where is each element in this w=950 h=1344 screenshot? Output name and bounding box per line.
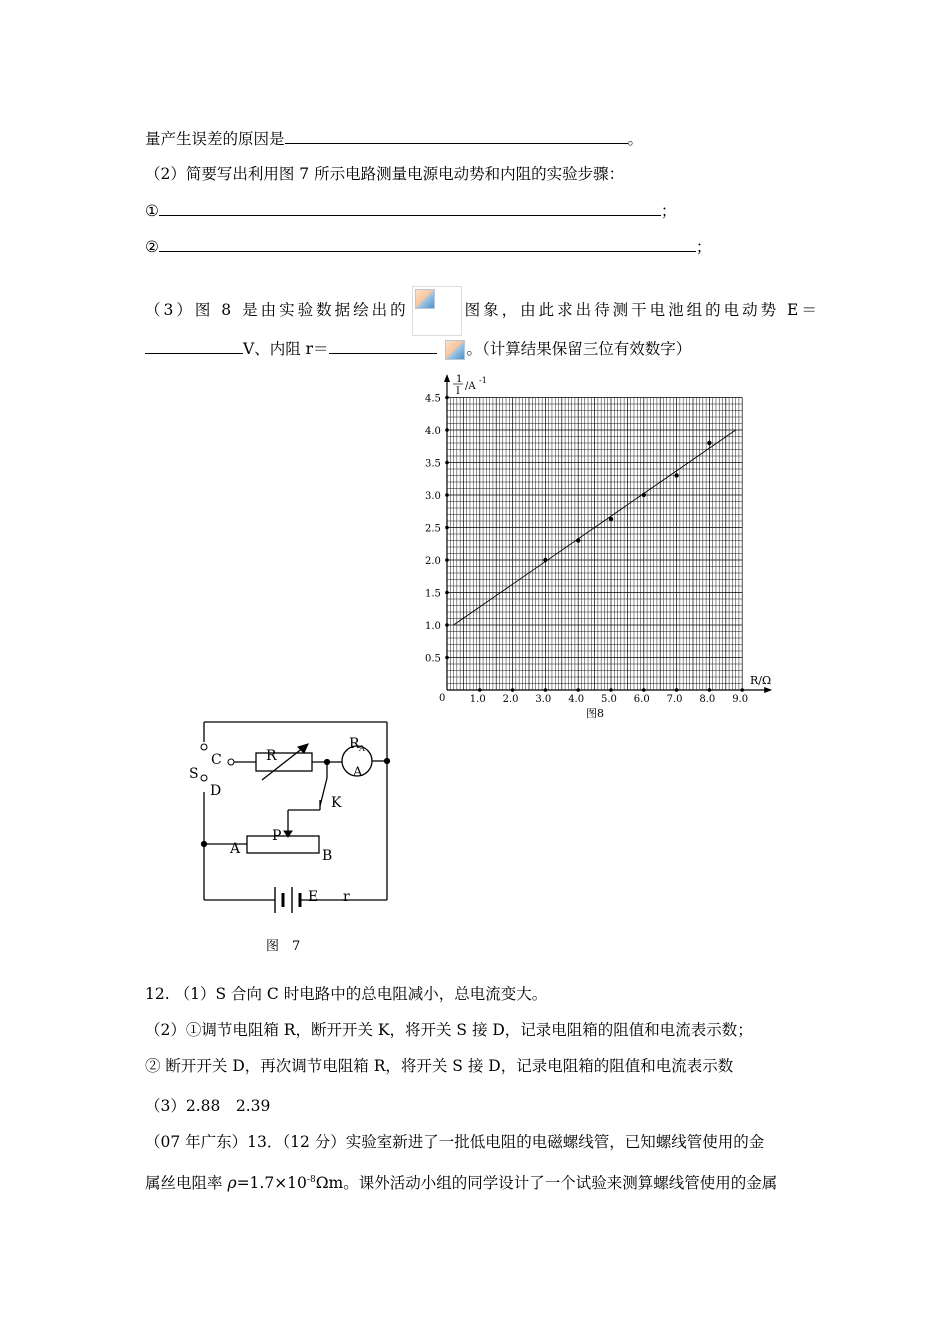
x-tick-label: 6.0 xyxy=(633,694,650,705)
label-D: D xyxy=(210,783,222,799)
q12-part2-prompt: （2）简要写出利用图 7 所示电路测量电源电动势和内阻的实验步骤： xyxy=(145,165,625,183)
junction-dot xyxy=(324,759,329,764)
q12-part3-line: （3）图 8 是由实验数据绘出的 图象，由此求出待测干电池组的电动势 E＝ xyxy=(145,286,820,336)
x-tick-label: 7.0 xyxy=(666,694,683,705)
x-tick-label: 2.0 xyxy=(502,694,519,705)
label-RA: R xyxy=(349,736,360,752)
x-tick-dot xyxy=(478,688,482,692)
switch-K xyxy=(320,778,327,806)
data-point xyxy=(642,493,646,497)
answer-line-4: （3）2.88 2.39 xyxy=(145,1097,271,1115)
x-tick-dot xyxy=(708,688,712,692)
label-R: R xyxy=(266,748,277,764)
x-tick-dot xyxy=(544,688,548,692)
x-axis-label: R/Ω xyxy=(750,674,772,687)
x-tick-label: 1.0 xyxy=(469,694,486,705)
chart-grid xyxy=(447,398,742,691)
q12-step2-line: ② ； xyxy=(145,238,712,256)
q12-part3-line2: V、内阻 r＝ 。（计算结果保留三位有效数字） xyxy=(145,338,691,360)
x-tick-dot xyxy=(740,688,744,692)
y-axis-label-numerator: 1 xyxy=(456,374,463,385)
y-tick-dot xyxy=(445,526,449,530)
y-tick-label: 1.0 xyxy=(425,621,441,632)
q12-step1-line: ① ； xyxy=(145,202,677,220)
x-tick-dot xyxy=(576,688,580,692)
answer-blank xyxy=(145,338,243,354)
junction-dot xyxy=(201,841,206,846)
answer-line-1: 12. （1）S 合向 C 时电路中的总电阻减小，总电流变大。 xyxy=(145,985,548,1003)
x-tick-dot xyxy=(675,688,679,692)
y-tick-dot xyxy=(445,493,449,497)
figure7-circuit xyxy=(180,710,410,960)
label-C: C xyxy=(211,752,222,768)
answer-blank xyxy=(159,236,696,252)
data-point xyxy=(674,473,678,477)
data-point xyxy=(543,558,547,562)
y-tick-dot xyxy=(445,558,449,562)
x-axis-arrow xyxy=(764,687,772,693)
y-tick-dot xyxy=(445,461,449,465)
label-r: r xyxy=(343,889,350,905)
y-axis-label-unit: /A xyxy=(465,381,476,392)
y-tick-label: 2.0 xyxy=(425,556,441,567)
x-tick-label: 8.0 xyxy=(699,694,716,705)
y-axis-label-denominator: I xyxy=(456,386,460,397)
label-K: K xyxy=(331,795,342,811)
data-point xyxy=(609,517,613,521)
y-axis-arrow xyxy=(444,374,450,382)
y-tick-dot xyxy=(445,591,449,595)
y-axis-label-exponent: -1 xyxy=(479,376,487,385)
label-B: B xyxy=(322,848,333,864)
y-tick-label: 3.5 xyxy=(425,458,441,470)
terminal-C-left xyxy=(201,744,207,750)
y-tick-label: 3.0 xyxy=(425,491,441,502)
label-ammeter-A: A xyxy=(353,765,363,780)
y-tick-label: 0.5 xyxy=(425,653,441,665)
answer-line-3: ② 断开开关 D，再次调节电阻箱 R，将开关 S 接 D，记录电阻箱的阻值和电流表示数 xyxy=(145,1057,734,1075)
y-tick-dot xyxy=(445,396,449,400)
answer-line-2: （2）①调节电阻箱 R，断开开关 K，将开关 S 接 D，记录电阻箱的阻值和电流表示数； xyxy=(145,1021,753,1039)
y-tick-label: 1.5 xyxy=(425,588,441,600)
x-tick-label: 3.0 xyxy=(535,694,552,705)
answer-blank xyxy=(329,338,437,354)
x-tick-label: 9.0 xyxy=(732,694,749,705)
q13-line-2: 属丝电阻率 $\rho=1.7\times 10^{-8}\Omega m$。课外活动小组的同学设计了一个试验来测算螺线管使用的金属 xyxy=(145,1174,778,1193)
x-tick-dot xyxy=(511,688,515,692)
figure8-chart xyxy=(415,365,795,727)
y-tick-dot xyxy=(445,623,449,627)
chart-axes xyxy=(444,374,772,693)
y-tick-dot xyxy=(445,428,449,432)
rheostat-box xyxy=(247,836,319,853)
label-P: P xyxy=(272,828,282,844)
data-point xyxy=(707,441,711,445)
image-icon xyxy=(415,289,435,309)
terminal-D xyxy=(201,775,207,781)
y-tick-label: 4.5 xyxy=(425,393,441,405)
x-tick-label: 4.0 xyxy=(568,694,585,705)
formula-image xyxy=(412,286,462,336)
y-tick-label: 4.0 xyxy=(425,426,441,437)
figure7-caption: 图 7 xyxy=(266,939,301,954)
answer-blank xyxy=(285,128,628,144)
chart-title: 图8 xyxy=(586,707,604,720)
x-tick-label: 5.0 xyxy=(601,694,617,705)
arrow-head xyxy=(298,744,308,753)
x-tick-dot xyxy=(642,688,646,692)
y-tick-dot xyxy=(445,656,449,660)
data-point xyxy=(576,538,580,542)
label-RA-subscript: A xyxy=(359,744,365,753)
answer-blank xyxy=(159,200,661,216)
terminal-C-right xyxy=(228,759,234,765)
label-S: S xyxy=(189,766,199,782)
x-tick-dot xyxy=(609,688,613,692)
image-icon xyxy=(445,340,465,360)
label-A: A xyxy=(230,841,241,857)
y-tick-label: 2.5 xyxy=(425,523,441,535)
formula-image xyxy=(445,340,467,360)
label-E: E xyxy=(308,889,319,905)
q13-line-1: （07 年广东）13．（12 分）实验室新进了一批低电阻的电磁螺线管，已知螺线管使用的金 xyxy=(145,1133,765,1151)
origin-label: 0 xyxy=(439,693,446,704)
junction-dot xyxy=(384,758,389,763)
q12-line1: 量产生误差的原因是 。 xyxy=(145,130,644,148)
